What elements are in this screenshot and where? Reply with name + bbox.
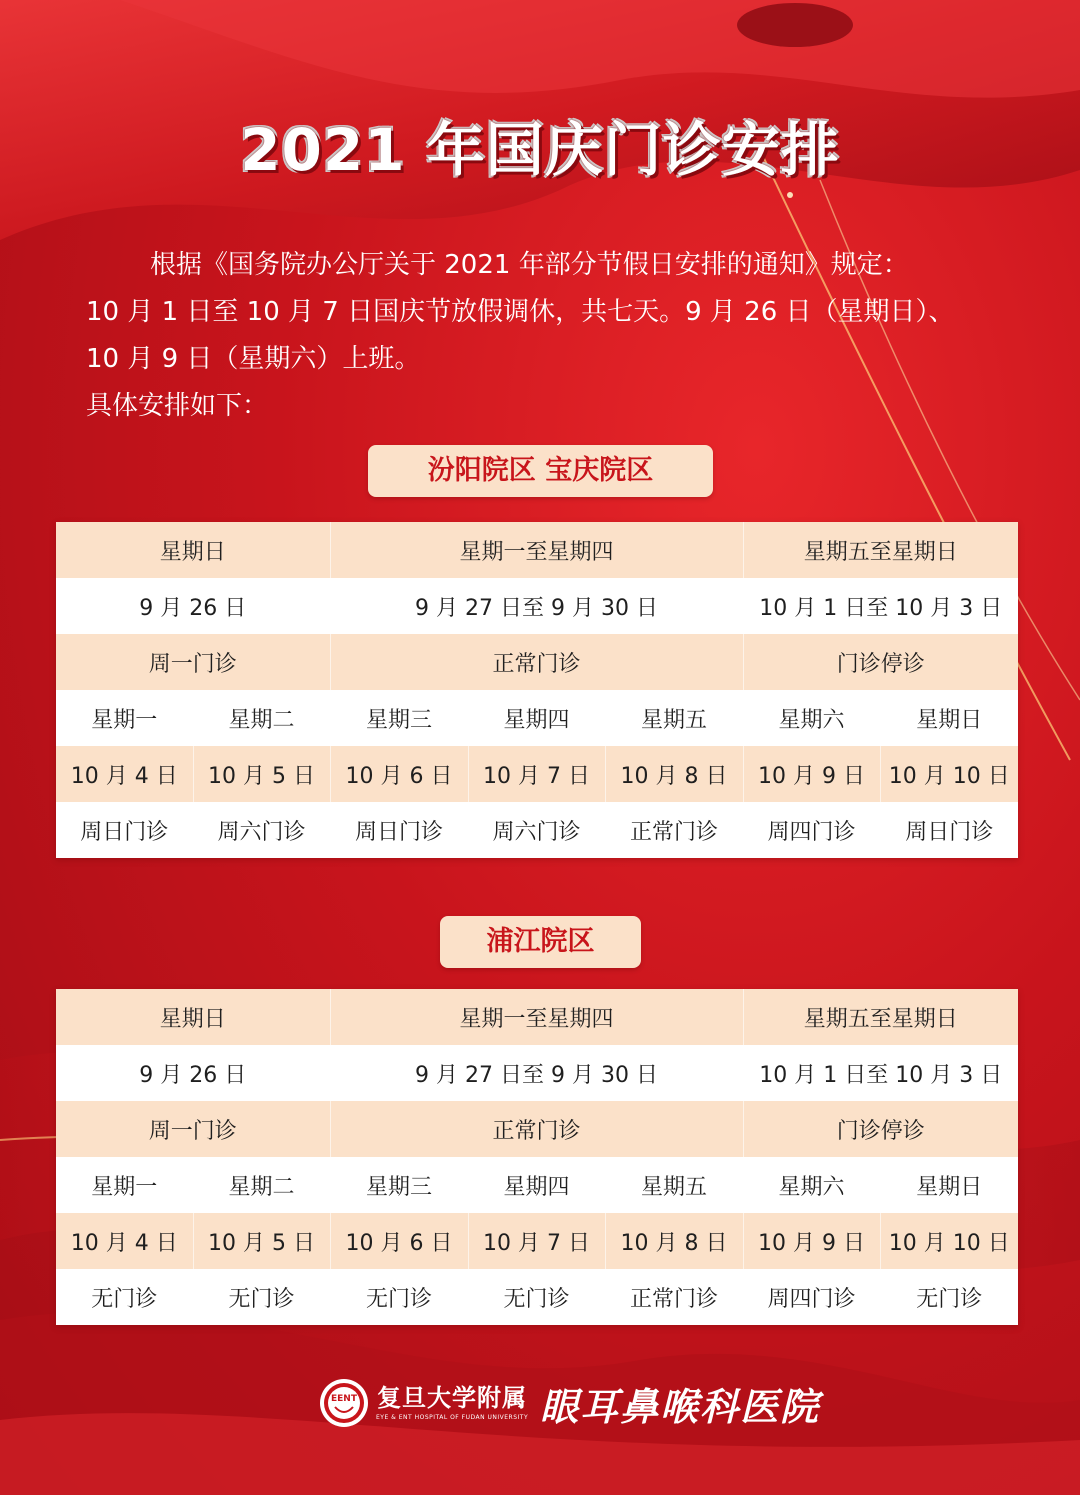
table-row	[56, 578, 1018, 634]
day-weekday-cell: 星期四	[468, 1157, 605, 1213]
table-row	[56, 1157, 1018, 1213]
day-date-cell: 10 月 8 日	[605, 746, 743, 802]
day-status-cell: 无门诊	[880, 1269, 1018, 1325]
period-date-cell: 9 月 26 日	[56, 578, 330, 634]
day-date-cell: 10 月 10 日	[880, 746, 1018, 802]
table-row	[56, 1269, 1018, 1325]
day-status-cell: 周六门诊	[193, 802, 330, 858]
section-label-pujiang: 浦江院区	[440, 916, 641, 968]
day-weekday-cell: 星期日	[880, 1157, 1018, 1213]
day-status-cell: 周四门诊	[743, 1269, 880, 1325]
day-weekday-cell: 星期三	[330, 690, 468, 746]
day-status-cell: 周四门诊	[743, 802, 880, 858]
schedule-table-pujiang	[56, 989, 1018, 1325]
day-weekday-cell: 星期二	[193, 690, 330, 746]
hospital-name: 眼耳鼻喉科医院	[540, 1383, 821, 1429]
affiliation-english-text: EYE & ENT HOSPITAL OF FUDAN UNIVERSITY	[376, 1414, 529, 1421]
table-row	[56, 989, 1018, 1045]
period-status-cell: 正常门诊	[330, 634, 743, 690]
day-date-cell: 10 月 6 日	[330, 746, 468, 802]
intro-line-2: 10 月 1 日至 10 月 7 日国庆节放假调休，共七天。9 月 26 日（星期日）、	[86, 297, 955, 327]
period-date-cell: 10 月 1 日至 10 月 3 日	[743, 578, 1018, 634]
day-status-cell: 无门诊	[468, 1269, 605, 1325]
day-date-cell: 10 月 8 日	[605, 1213, 743, 1269]
period-date-cell: 10 月 1 日至 10 月 3 日	[743, 1045, 1018, 1101]
period-weekday-cell: 星期一至星期四	[330, 522, 743, 578]
day-status-cell: 无门诊	[330, 1269, 468, 1325]
period-date-cell: 9 月 26 日	[56, 1045, 330, 1101]
day-weekday-cell: 星期一	[56, 1157, 193, 1213]
hospital-logo-icon	[318, 1377, 370, 1429]
day-date-cell: 10 月 10 日	[880, 1213, 1018, 1269]
day-weekday-cell: 星期三	[330, 1157, 468, 1213]
day-date-cell: 10 月 9 日	[743, 746, 880, 802]
period-status-cell: 周一门诊	[56, 634, 330, 690]
day-status-cell: 周日门诊	[330, 802, 468, 858]
period-date-cell: 9 月 27 日至 9 月 30 日	[330, 578, 743, 634]
schedule-table-fenyang-baoqing	[56, 522, 1018, 858]
table-row	[56, 802, 1018, 858]
day-date-cell: 10 月 9 日	[743, 1213, 880, 1269]
day-weekday-cell: 星期五	[605, 690, 743, 746]
logo-text: EENT	[331, 1394, 357, 1404]
day-status-cell: 正常门诊	[605, 1269, 743, 1325]
affiliation-block	[376, 1383, 528, 1423]
affiliation-text: 复旦大学附属	[377, 1384, 528, 1412]
period-weekday-cell: 星期五至星期日	[743, 522, 1018, 578]
table-row	[56, 634, 1018, 690]
period-status-cell: 门诊停诊	[743, 1101, 1018, 1157]
day-weekday-cell: 星期日	[880, 690, 1018, 746]
day-date-cell: 10 月 4 日	[56, 746, 193, 802]
day-date-cell: 10 月 4 日	[56, 1213, 193, 1269]
day-status-cell: 无门诊	[193, 1269, 330, 1325]
day-status-cell: 周日门诊	[56, 802, 193, 858]
intro-text	[86, 242, 1016, 430]
page-title: 2021 年国庆门诊安排	[240, 116, 840, 184]
day-status-cell: 周六门诊	[468, 802, 605, 858]
intro-line-4: 具体安排如下：	[86, 391, 269, 421]
day-date-cell: 10 月 7 日	[468, 746, 605, 802]
day-weekday-cell: 星期六	[743, 690, 880, 746]
period-weekday-cell: 星期一至星期四	[330, 989, 743, 1045]
day-weekday-cell: 星期二	[193, 1157, 330, 1213]
day-date-cell: 10 月 7 日	[468, 1213, 605, 1269]
day-status-cell: 周日门诊	[880, 802, 1018, 858]
period-status-cell: 周一门诊	[56, 1101, 330, 1157]
period-status-cell: 门诊停诊	[743, 634, 1018, 690]
intro-line-3: 10 月 9 日（星期六）上班。	[86, 344, 421, 374]
period-date-cell: 9 月 27 日至 9 月 30 日	[330, 1045, 743, 1101]
day-weekday-cell: 星期五	[605, 1157, 743, 1213]
day-status-cell: 无门诊	[56, 1269, 193, 1325]
intro-line-1: 根据《国务院办公厅关于 2021 年部分节假日安排的通知》规定：	[150, 250, 909, 280]
table-row	[56, 746, 1018, 802]
day-weekday-cell: 星期四	[468, 690, 605, 746]
period-weekday-cell: 星期五至星期日	[743, 989, 1018, 1045]
hospital-footer	[318, 1374, 820, 1432]
day-date-cell: 10 月 5 日	[193, 1213, 330, 1269]
period-weekday-cell: 星期日	[56, 522, 330, 578]
table-row	[56, 1045, 1018, 1101]
table-row	[56, 690, 1018, 746]
day-weekday-cell: 星期一	[56, 690, 193, 746]
day-date-cell: 10 月 5 日	[193, 746, 330, 802]
period-status-cell: 正常门诊	[330, 1101, 743, 1157]
day-date-cell: 10 月 6 日	[330, 1213, 468, 1269]
table-row	[56, 1213, 1018, 1269]
day-weekday-cell: 星期六	[743, 1157, 880, 1213]
table-row	[56, 1101, 1018, 1157]
day-status-cell: 正常门诊	[605, 802, 743, 858]
section-label-fenyang-baoqing: 汾阳院区 宝庆院区	[368, 445, 713, 497]
period-weekday-cell: 星期日	[56, 989, 330, 1045]
table-row	[56, 522, 1018, 578]
